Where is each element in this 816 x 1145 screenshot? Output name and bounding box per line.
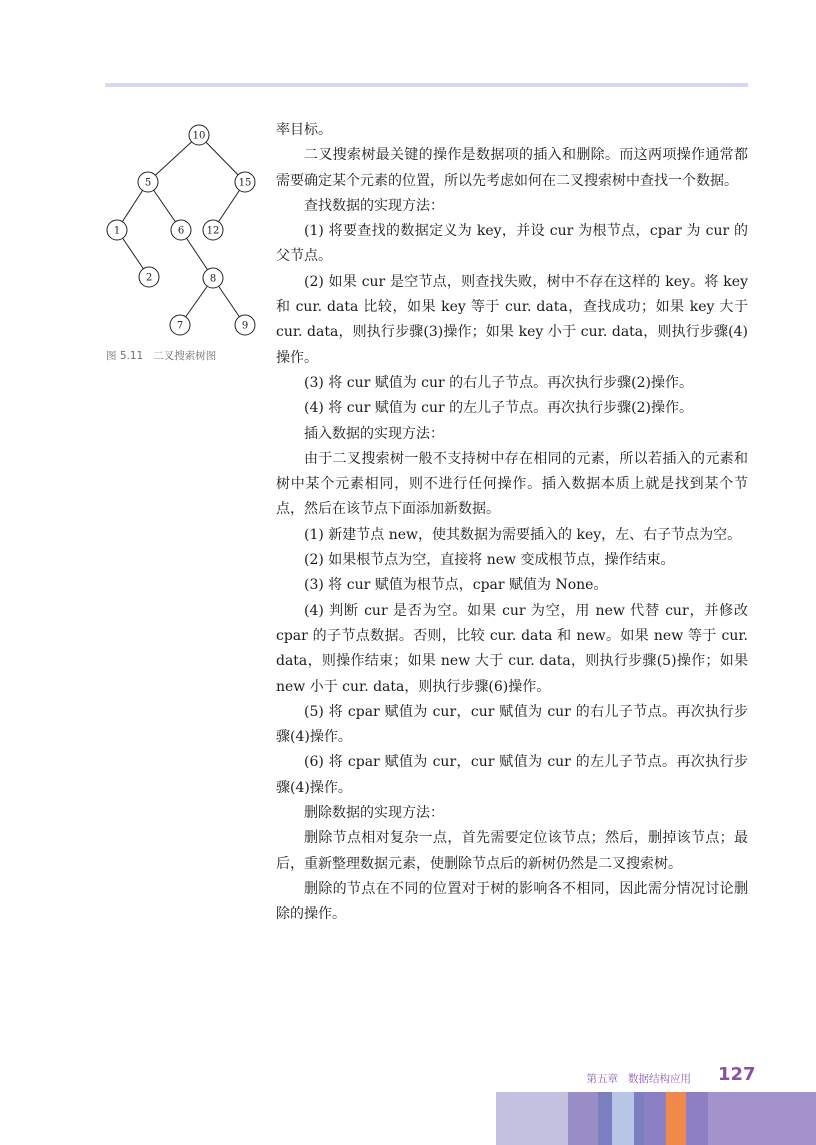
tree-node-label: 6 xyxy=(177,225,185,237)
paragraph: (2) 如果 cur 是空节点，则查找失败，树中不存在这样的 key。将 key 和 cur. data 比较，如果 key 等于 cur. data，查找成功；如果 key 大于 cur. data，则执行步骤(3)操作；如果 key 小于 cur. data，则执行步骤(4)操作。 xyxy=(276,273,748,366)
paragraph: 插入数据的实现方法： xyxy=(304,425,444,442)
body-text xyxy=(276,118,748,928)
stripe xyxy=(598,1092,612,1145)
paragraph: (3) 将 cur 赋值为根节点，cpar 赋值为 None。 xyxy=(304,577,608,594)
tree-node-9 xyxy=(235,315,255,335)
tree-node-5 xyxy=(138,172,158,192)
stripe xyxy=(686,1092,708,1145)
paragraph: (1) 将要查找的数据定义为 key，并设 cur 为根节点，cpar 为 cur 的父节点。 xyxy=(276,223,748,265)
stripe xyxy=(666,1092,686,1145)
figure-caption: 图 5.11 二叉搜索树图 xyxy=(106,350,217,362)
tree-node-label: 12 xyxy=(206,225,220,237)
tree-node-label: 1 xyxy=(113,225,121,237)
stripe xyxy=(644,1092,666,1145)
tree-node-label: 7 xyxy=(176,320,184,332)
paragraph: (2) 如果根节点为空，直接将 new 变成根节点，操作结束。 xyxy=(304,552,675,569)
tree-node-6 xyxy=(171,220,191,240)
tree-node-label: 15 xyxy=(238,177,252,189)
tree-node-label: 8 xyxy=(209,273,217,285)
stripe xyxy=(568,1092,598,1145)
paragraph: 由于二叉搜索树一般不支持树中存在相同的元素，所以若插入的元素和树中某个元素相同，则不进行任何操作。插入数据本质上就是找到某个节点，然后在该节点下面添加新数据。 xyxy=(276,450,748,518)
tree-node-12 xyxy=(203,220,223,240)
paragraph: (3) 将 cur 赋值为 cur 的右儿子节点。再次执行步骤(2)操作。 xyxy=(304,374,694,391)
paragraph: (5) 将 cpar 赋值为 cur，cur 赋值为 cur 的右儿子节点。再次执行步骤(4)操作。 xyxy=(276,703,748,746)
header-rule xyxy=(105,83,748,87)
paragraph: 删除的节点在不同的位置对于树的影响各不相同，因此需分情况讨论删除的操作。 xyxy=(276,880,748,923)
tree-node-label: 10 xyxy=(192,130,206,142)
paragraph: 删除数据的实现方法： xyxy=(304,805,444,822)
stripe xyxy=(496,1092,568,1145)
tree-node-1 xyxy=(107,220,127,240)
decorative-color-stripes xyxy=(496,1092,816,1145)
stripe xyxy=(612,1092,634,1145)
tree-node-label: 2 xyxy=(145,272,153,284)
paragraph: 删除节点相对复杂一点，首先需要定位该节点；然后，删掉该节点；最后，重新整理数据元素，使删除节点后的新树仍然是二叉搜索树。 xyxy=(276,830,748,872)
chapter-footer: 第五章 数据结构应用 xyxy=(586,1073,691,1085)
paragraph: 查找数据的实现方法： xyxy=(304,197,444,214)
stripe xyxy=(634,1092,644,1145)
tree-node-8 xyxy=(203,268,223,288)
page-number: 127 xyxy=(718,1064,756,1085)
tree-node-10 xyxy=(189,125,209,145)
stripe xyxy=(708,1092,816,1145)
tree-node-label: 5 xyxy=(144,177,152,189)
binary-search-tree-figure xyxy=(100,118,265,348)
tree-node-2 xyxy=(139,267,159,287)
paragraph: (1) 新建节点 new，使其数据为需要插入的 key，左、右子节点为空。 xyxy=(304,526,742,543)
tree-node-label: 9 xyxy=(241,320,249,332)
paragraph: 率目标。 xyxy=(276,122,332,138)
paragraph: (4) 将 cur 赋值为 cur 的左儿子节点。再次执行步骤(2)操作。 xyxy=(304,400,694,417)
paragraph: (6) 将 cpar 赋值为 cur，cur 赋值为 cur 的左儿子节点。再次执行步骤(4)操作。 xyxy=(276,754,748,796)
tree-node-7 xyxy=(170,315,190,335)
paragraph: (4) 判断 cur 是否为空。如果 cur 为空，用 new 代替 cur，并修改 cpar 的子节点数据。否则，比较 cur. data 和 new。如果 new 等于 cur. data，则操作结束；如果 new 大于 cur. data，则执行步骤(5)操作；如果 new 小于 cur. data，则执行步骤(6)操作。 xyxy=(276,602,748,695)
tree-node-15 xyxy=(235,172,255,192)
paragraph: 二叉搜索树最关键的操作是数据项的插入和删除。而这两项操作通常都需要确定某个元素的位置，所以先考虑如何在二叉搜索树中查找一个数据。 xyxy=(276,147,748,189)
